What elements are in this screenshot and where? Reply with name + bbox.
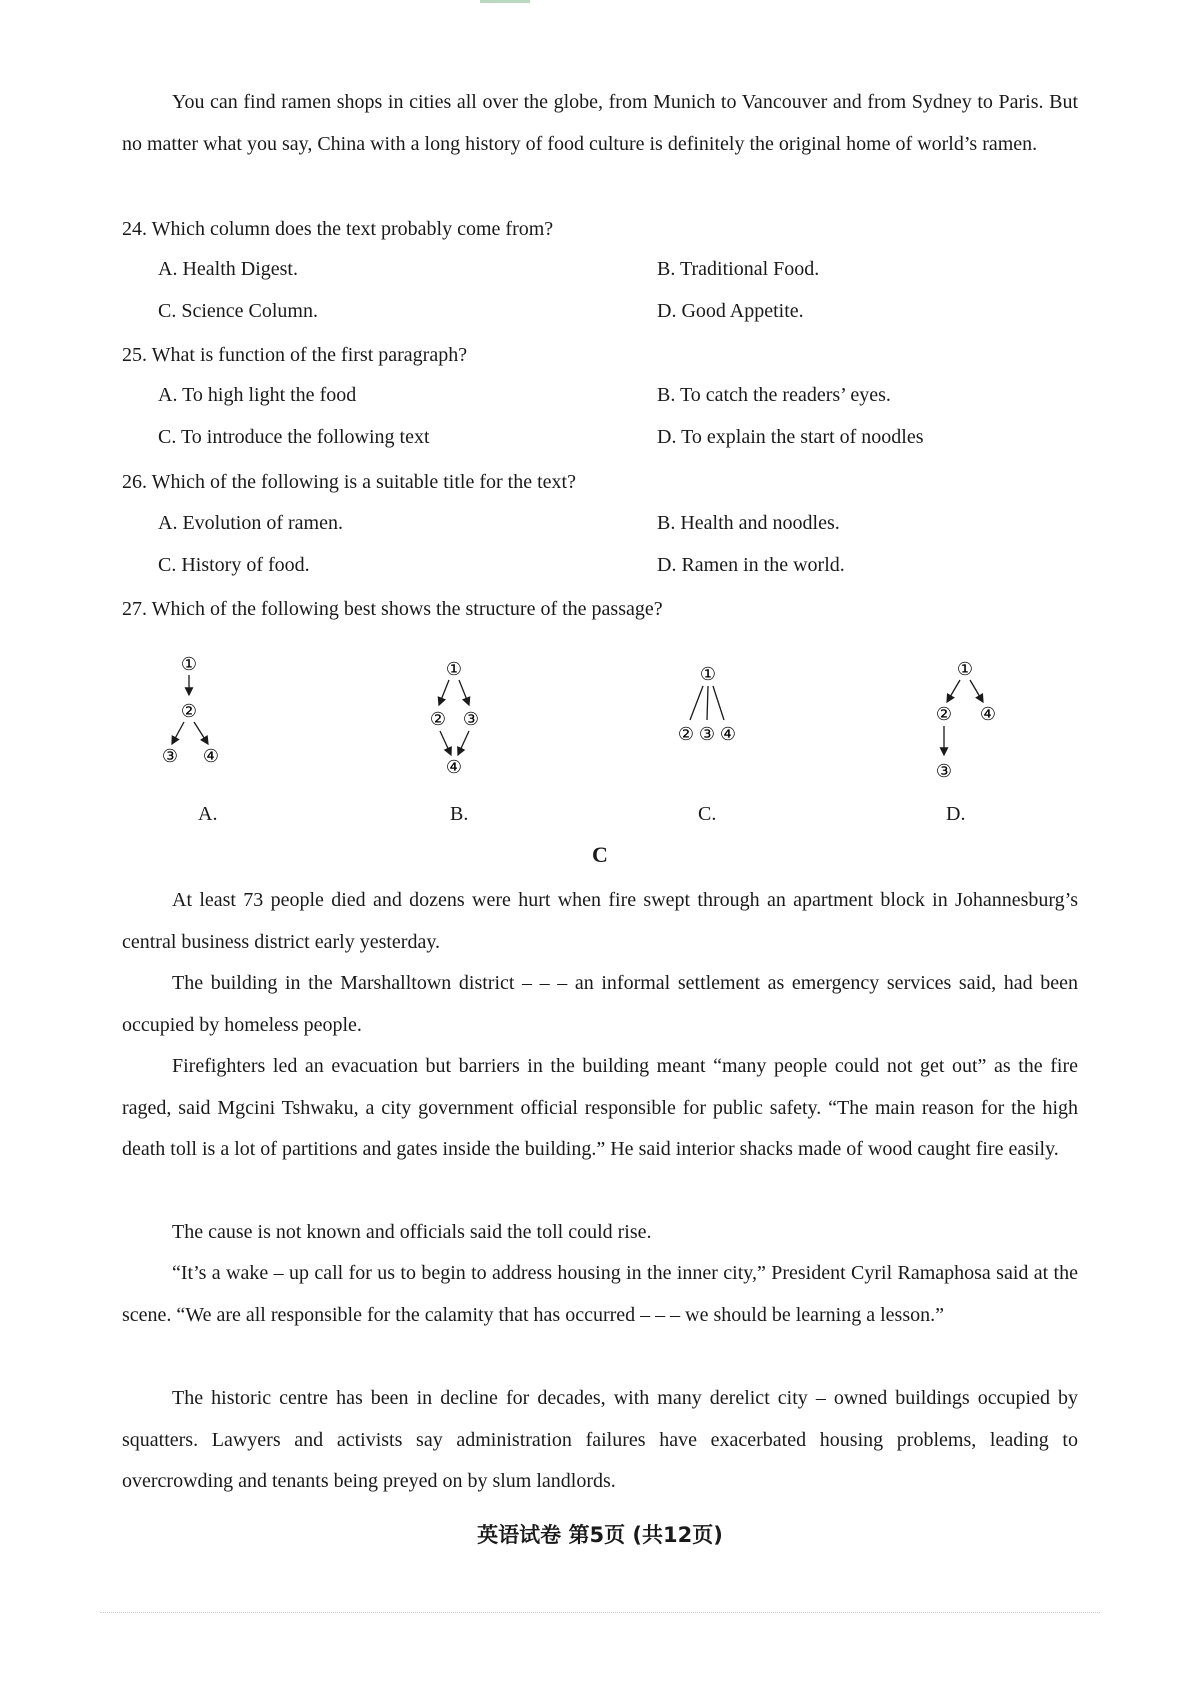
q25-option-c[interactable]: C. To introduce the following text: [158, 426, 430, 448]
question-24-stem: 24. Which column does the text probably come from?: [122, 218, 554, 240]
q26-option-c[interactable]: C. History of food.: [158, 554, 310, 576]
node-2: ②: [429, 709, 447, 730]
node-3: ③: [935, 761, 953, 782]
node-4: ④: [719, 724, 737, 745]
node-3: ③: [462, 709, 480, 730]
q26-option-a[interactable]: A. Evolution of ramen.: [158, 512, 343, 534]
q24-option-b[interactable]: B. Traditional Food.: [657, 258, 820, 280]
passage-c-paragraph-1: At least 73 people died and dozens were hurt when fire swept through an apartment block in Johannesburg’s central business district early yesterday.: [122, 889, 1078, 953]
q24-option-d[interactable]: D. Good Appetite.: [657, 300, 804, 322]
node-3: ③: [698, 724, 716, 745]
passage-c-paragraph-5: “It’s a wake – up call for us to begin to address housing in the inner city,” President Cyril Ramaphosa said at the scene. “We are all responsible for the calamity that has occurred – – – we should be learning a lesson.”: [122, 1262, 1078, 1326]
structure-diagram-d[interactable]: [930, 645, 1070, 795]
node-4: ④: [445, 757, 463, 778]
top-scan-mark: [480, 0, 530, 3]
q24-option-c[interactable]: C. Science Column.: [158, 300, 318, 322]
bottom-divider: [100, 1612, 1100, 1614]
node-4: ④: [979, 704, 997, 725]
q25-option-b[interactable]: B. To catch the readers’ eyes.: [657, 384, 891, 406]
node-3: ③: [161, 746, 179, 767]
node-2: ②: [180, 701, 198, 722]
diagram-label-c: C.: [698, 803, 717, 825]
passage-paragraph: You can find ramen shops in cities all over the globe, from Munich to Vancouver and from Sydney to Paris. But no matter what you say, China with a long history of food culture is definitely the original home of world’s ramen.: [122, 91, 1078, 155]
node-1: ①: [445, 659, 463, 680]
node-2: ②: [677, 724, 695, 745]
structure-diagram-a[interactable]: [160, 645, 300, 795]
diagram-label-d: D.: [946, 803, 966, 825]
diagram-label-a: A.: [198, 803, 218, 825]
node-4: ④: [202, 746, 220, 767]
node-1: ①: [699, 664, 717, 685]
question-25-stem: 25. What is function of the first paragraph?: [122, 344, 468, 366]
q26-option-d[interactable]: D. Ramen in the world.: [657, 554, 845, 576]
q26-option-b[interactable]: B. Health and noodles.: [657, 512, 840, 534]
structure-diagram-b[interactable]: [420, 645, 560, 795]
question-27-stem: 27. Which of the following best shows the structure of the passage?: [122, 598, 663, 620]
node-1: ①: [956, 659, 974, 680]
passage-c-paragraph-2: The building in the Marshalltown district – – – an informal settlement as emergency services said, had been occupied by homeless people.: [122, 972, 1078, 1036]
passage-c-paragraph-4: The cause is not known and officials said the toll could rise.: [172, 1221, 652, 1243]
node-2: ②: [935, 704, 953, 725]
q25-option-a[interactable]: A. To high light the food: [158, 384, 357, 406]
question-26-stem: 26. Which of the following is a suitable title for the text?: [122, 471, 576, 493]
section-heading: C: [592, 842, 608, 867]
page-footer: 英语试卷 第5页 (共12页): [477, 1523, 723, 1547]
node-1: ①: [180, 654, 198, 675]
passage-c-paragraph-6: The historic centre has been in decline for decades, with many derelict city – owned buildings occupied by squatters. Lawyers and activists say administration failures have exacerbated housing problems, leading to overcrowding and tenants being preyed on by slum landlords.: [122, 1387, 1078, 1492]
q24-option-a[interactable]: A. Health Digest.: [158, 258, 298, 280]
passage-c-paragraph-3: Firefighters led an evacuation but barriers in the building meant “many people could not get out” as the fire raged, said Mgcini Tshwaku, a city government official responsible for public safety. “The main reason for the high death toll is a lot of partitions and gates inside the building.” He said interior shacks made of wood caught fire easily.: [122, 1055, 1078, 1160]
q25-option-d[interactable]: D. To explain the start of noodles: [657, 426, 924, 448]
structure-diagram-c[interactable]: [670, 645, 810, 795]
diagram-label-b: B.: [450, 803, 469, 825]
